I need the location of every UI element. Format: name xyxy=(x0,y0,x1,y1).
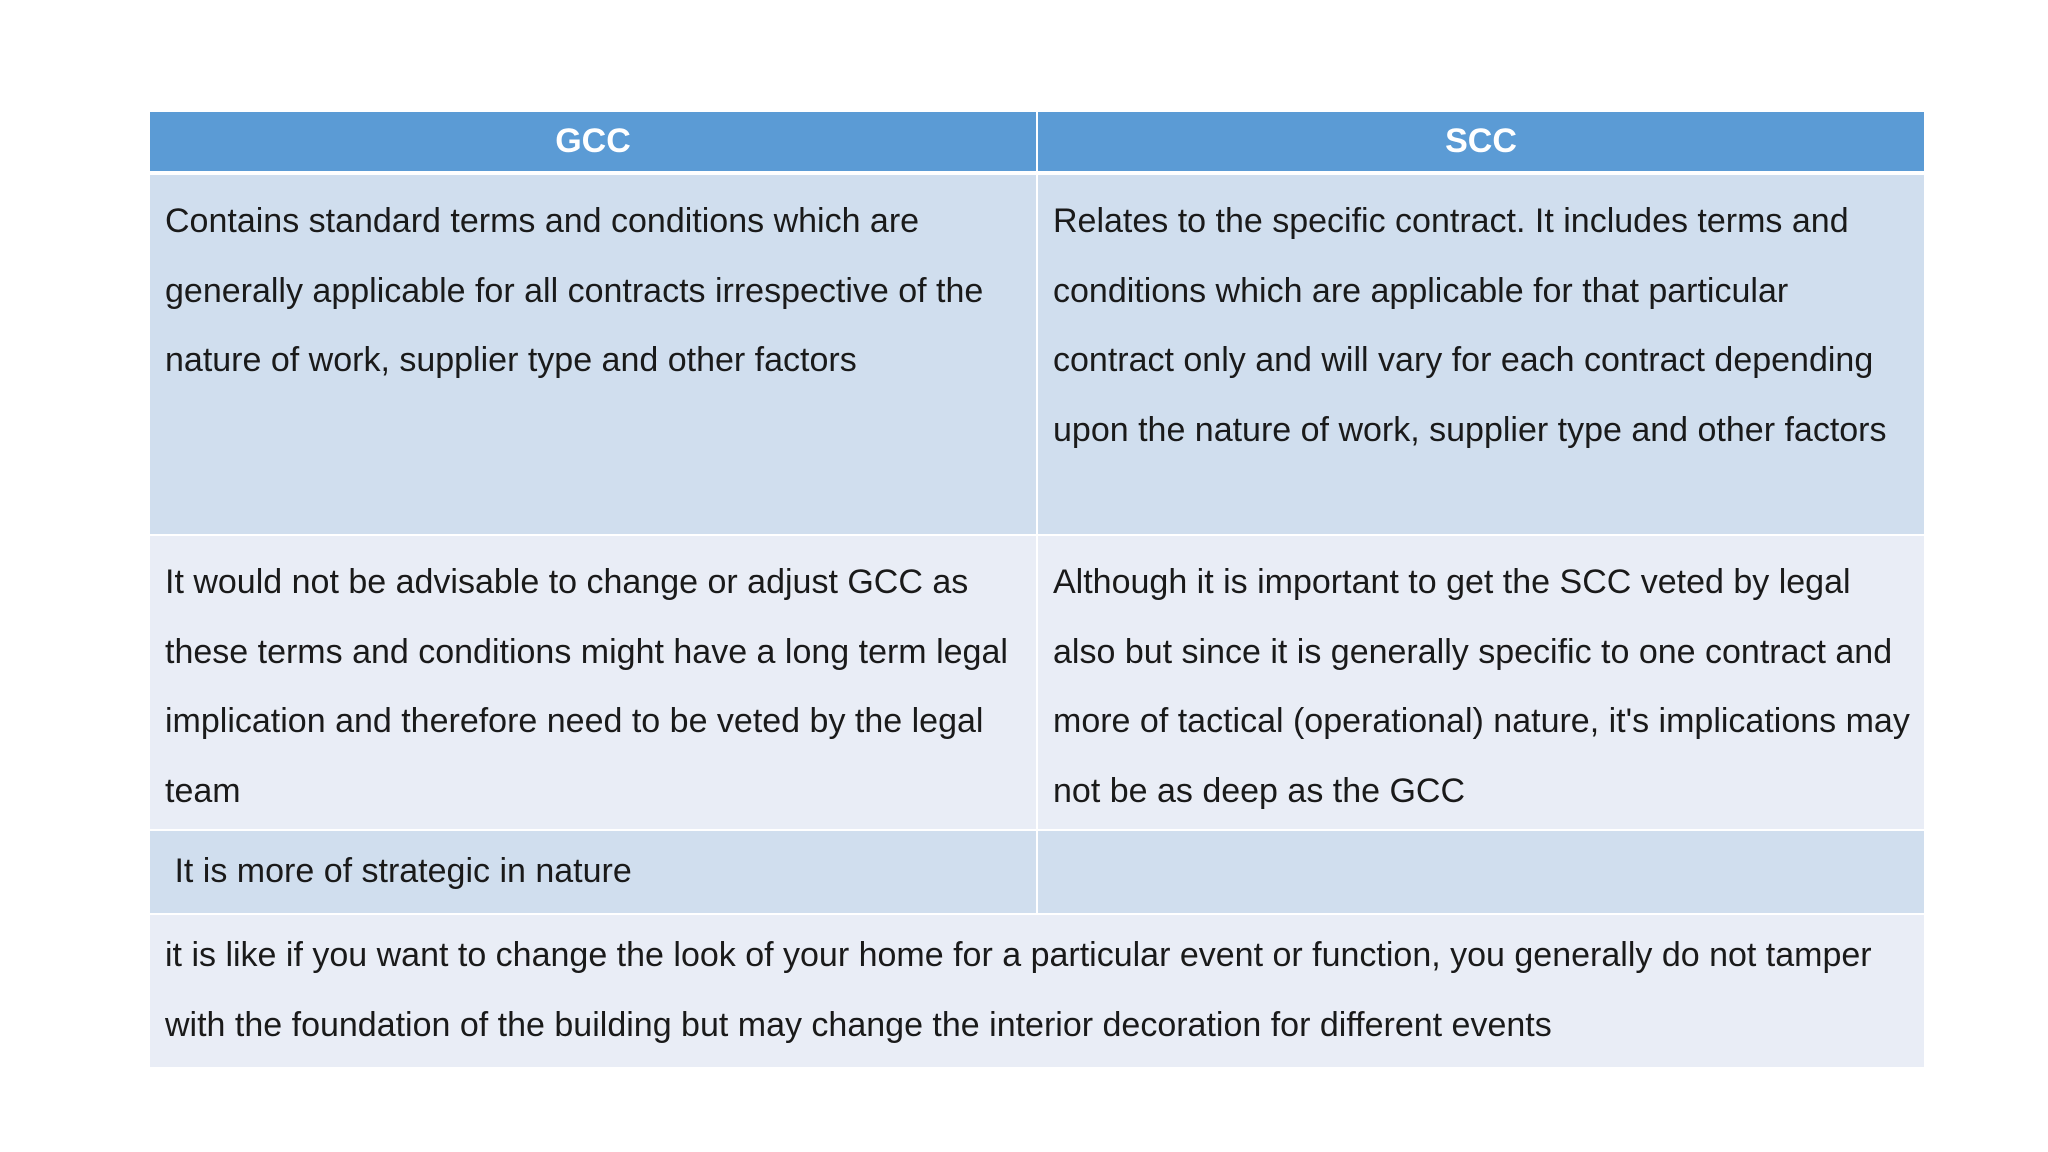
gcc-cell: Contains standard terms and conditions which are generally applicable for all contracts irrespective of the nature of work, supplier type and other factors xyxy=(150,175,1038,534)
comparison-table xyxy=(150,112,1924,1067)
scc-cell-empty xyxy=(1038,831,1924,913)
table-footer-row xyxy=(150,915,1924,1067)
table-row xyxy=(150,831,1924,915)
header-scc: SCC xyxy=(1445,122,1517,160)
table-row xyxy=(150,175,1924,536)
analogy-cell: it is like if you want to change the look of your home for a particular event or function, you generally do not tamper with the foundation of the building but may change the interior decoration for different events xyxy=(165,936,1872,1044)
scc-cell: Relates to the specific contract. It includes terms and conditions which are applicable for that particular contract only and will vary for each contract depending upon the nature of work, supplier type and other factors xyxy=(1053,202,1887,449)
scc-cell: Although it is important to get the SCC veted by legal also but since it is generally specific to one contract and more of tactical (operational) nature, it's implications may not be as deep as the GCC xyxy=(1053,563,1910,810)
table-row xyxy=(150,536,1924,831)
gcc-cell: It is more of strategic in nature xyxy=(150,831,1038,913)
gcc-cell: It would not be advisable to change or adjust GCC as these terms and conditions might have a long term legal implication and therefore need to be veted by the legal team xyxy=(150,536,1038,829)
table-header-row xyxy=(150,112,1924,175)
header-gcc: GCC xyxy=(150,112,1038,171)
